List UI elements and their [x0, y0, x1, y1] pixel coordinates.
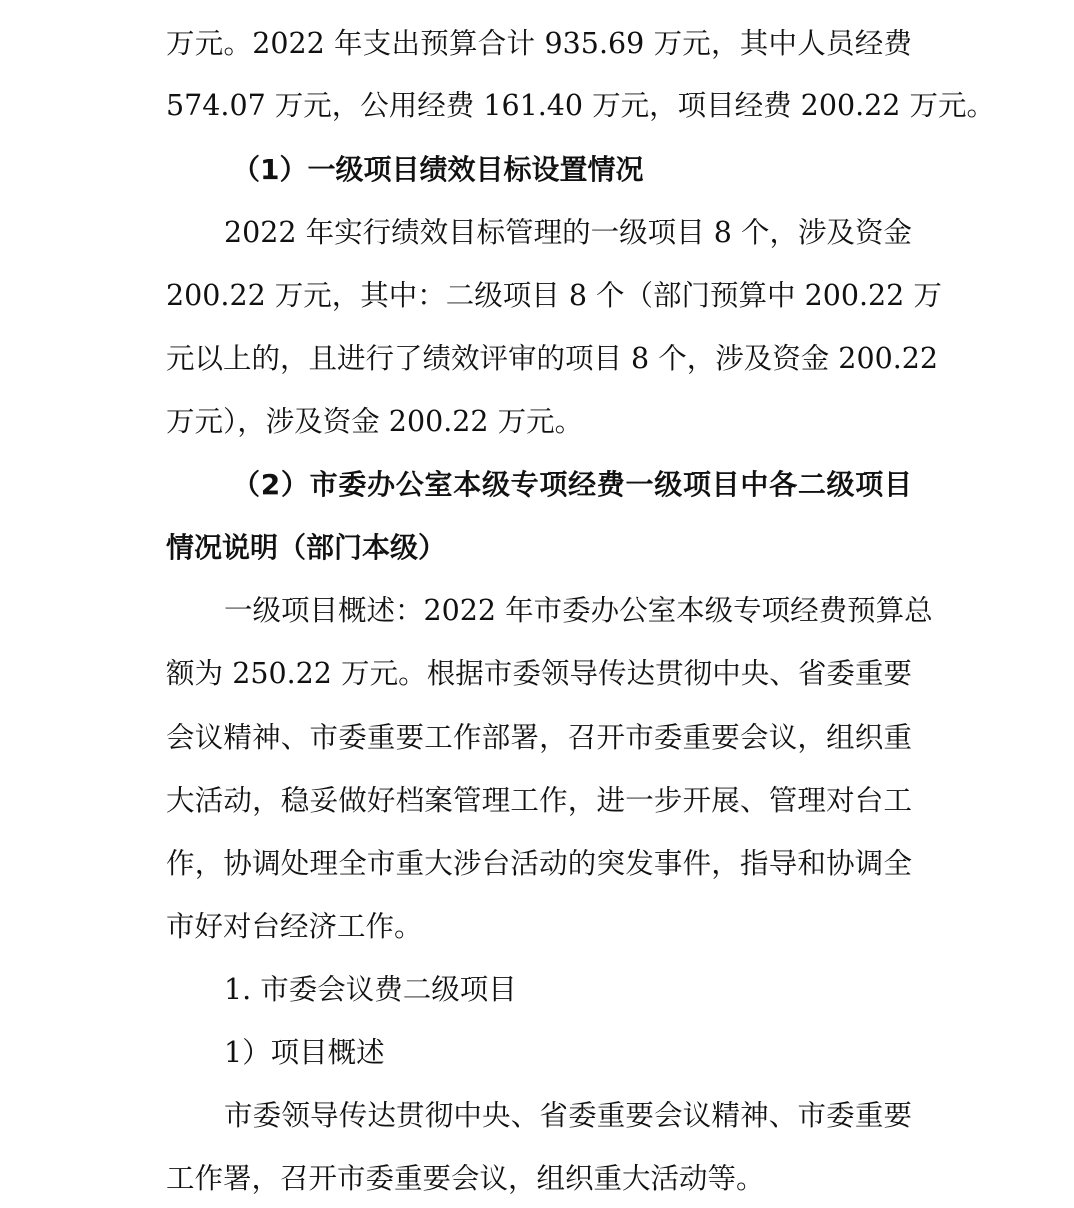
body-text-line: 工作署，召开市委重要会议，组织重大活动等。: [166, 1162, 765, 1195]
body-text-line: 万元），涉及资金 200.22 万元。: [166, 405, 584, 438]
body-text-line: 作，协调处理全市重大涉台活动的突发事件，指导和协调全: [166, 847, 912, 880]
body-text-line: 574.07 万元，公用经费 161.40 万元，项目经费 200.22 万元。: [166, 89, 995, 122]
body-text-line: 万元。2022 年支出预算合计 935.69 万元，其中人员经费: [166, 27, 912, 60]
body-text-line: 大活动，稳妥做好档案管理工作，进一步开展、管理对台工: [166, 784, 912, 817]
body-text-line: 元以上的，且进行了绩效评审的项目 8 个，涉及资金 200.22: [166, 342, 939, 375]
body-text-line: 2022 年实行绩效目标管理的一级项目 8 个，涉及资金: [224, 216, 912, 249]
body-text-line: 额为 250.22 万元。根据市委领导传达贯彻中央、省委重要: [166, 657, 912, 690]
section-heading-2: （2）市委办公室本级专项经费一级项目中各二级项目: [232, 468, 912, 501]
body-text-line: 会议精神、市委重要工作部署，召开市委重要会议，组织重: [166, 721, 912, 754]
section-heading-1: （1）一级项目绩效目标设置情况: [232, 153, 644, 186]
subsection-item-title: 1）项目概述: [224, 1036, 385, 1069]
body-text-line: 200.22 万元，其中：二级项目 8 个（部门预算中 200.22 万: [166, 279, 942, 312]
body-text-line: 市委领导传达贯彻中央、省委重要会议精神、市委重要: [224, 1099, 912, 1132]
body-text-line: 一级项目概述：2022 年市委办公室本级专项经费预算总: [224, 594, 933, 627]
body-text-line: 市好对台经济工作。: [166, 910, 423, 943]
section-heading-2-cont: 情况说明（部门本级）: [166, 531, 447, 564]
subsection-title: 1. 市委会议费二级项目: [224, 973, 517, 1006]
